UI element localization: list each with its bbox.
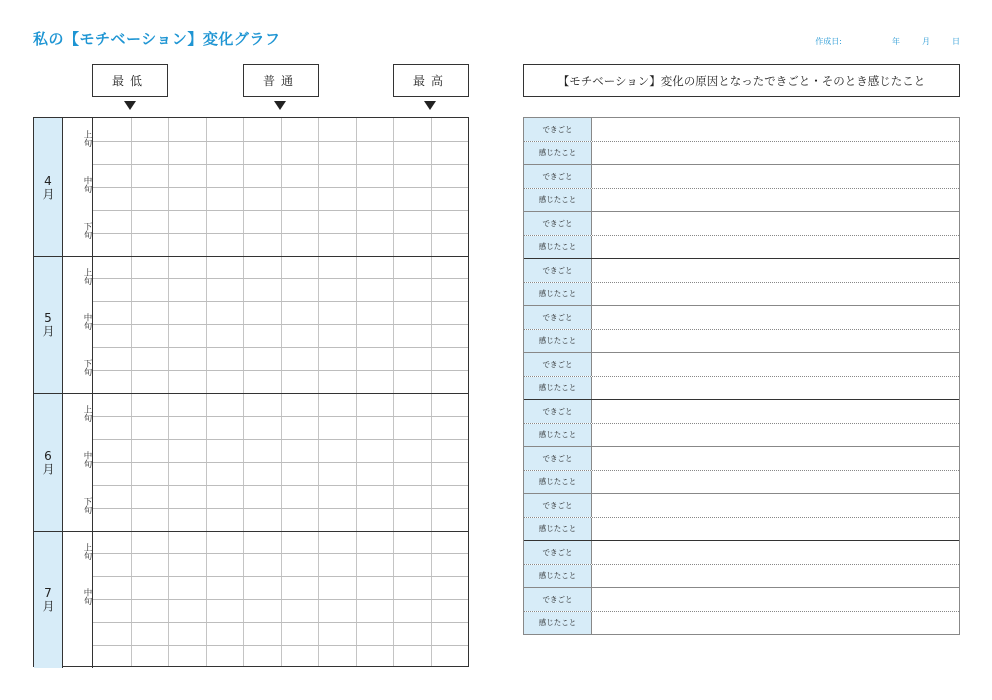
event-label: できごと bbox=[524, 306, 592, 329]
grid-column-line bbox=[318, 118, 319, 666]
feeling-row bbox=[524, 283, 959, 306]
feeling-label: 感じたこと bbox=[524, 612, 592, 635]
cause-entry bbox=[524, 540, 959, 587]
month-label: 6月 bbox=[34, 393, 63, 531]
event-input[interactable] bbox=[592, 494, 959, 517]
day-unit: 日 bbox=[952, 37, 960, 46]
period-label: 上旬 bbox=[82, 130, 92, 147]
period-column bbox=[63, 256, 93, 394]
grid-column-line bbox=[243, 118, 244, 666]
grid-row-line bbox=[93, 576, 468, 577]
period-label: 中旬 bbox=[82, 450, 92, 468]
grid-row-line bbox=[93, 622, 468, 623]
feeling-label: 感じたこと bbox=[524, 565, 592, 588]
cause-table bbox=[523, 117, 960, 635]
event-input[interactable] bbox=[592, 306, 959, 329]
period-label: 下旬 bbox=[82, 359, 92, 377]
period-column bbox=[63, 531, 93, 669]
event-row bbox=[524, 400, 959, 424]
cause-entry bbox=[524, 399, 959, 446]
arrow-down-icon bbox=[424, 101, 436, 110]
feeling-label: 感じたこと bbox=[524, 518, 592, 541]
grid-row-line bbox=[93, 210, 468, 211]
grid-row-line bbox=[93, 278, 468, 279]
grid-row-line bbox=[93, 164, 468, 165]
feeling-input[interactable] bbox=[592, 612, 959, 635]
period-label: 下旬 bbox=[82, 496, 92, 514]
level-lowest: 最低 bbox=[92, 64, 168, 97]
period-column bbox=[63, 393, 93, 531]
event-label: できごと bbox=[524, 494, 592, 517]
event-input[interactable] bbox=[592, 165, 959, 188]
feeling-input[interactable] bbox=[592, 518, 959, 541]
feeling-label: 感じたこと bbox=[524, 330, 592, 353]
event-input[interactable] bbox=[592, 588, 959, 611]
event-input[interactable] bbox=[592, 400, 959, 423]
grid-row-line bbox=[93, 301, 468, 302]
grid-column-line bbox=[431, 118, 432, 666]
cause-entry bbox=[524, 211, 959, 258]
feeling-input[interactable] bbox=[592, 377, 959, 400]
event-input[interactable] bbox=[592, 259, 959, 282]
level-highest: 最高 bbox=[393, 64, 469, 97]
month-unit: 月 bbox=[922, 37, 930, 46]
feeling-label: 感じたこと bbox=[524, 471, 592, 494]
event-row bbox=[524, 588, 959, 612]
month-divider bbox=[34, 393, 468, 394]
grid-row-line bbox=[93, 370, 468, 371]
feeling-row bbox=[524, 565, 959, 588]
event-row bbox=[524, 353, 959, 377]
arrow-down-icon bbox=[124, 101, 136, 110]
feeling-input[interactable] bbox=[592, 330, 959, 353]
event-row bbox=[524, 118, 959, 142]
event-row bbox=[524, 212, 959, 236]
period-label: 中旬 bbox=[82, 313, 92, 331]
event-row bbox=[524, 306, 959, 330]
grid-row-line bbox=[93, 141, 468, 142]
period-label: 下旬 bbox=[82, 221, 92, 239]
feeling-input[interactable] bbox=[592, 424, 959, 447]
event-label: できごと bbox=[524, 541, 592, 564]
feeling-label: 感じたこと bbox=[524, 283, 592, 306]
event-label: できごと bbox=[524, 353, 592, 376]
grid-row-line bbox=[93, 508, 468, 509]
event-label: できごと bbox=[524, 588, 592, 611]
grid-column-line bbox=[393, 118, 394, 666]
feeling-row bbox=[524, 471, 959, 494]
cause-entry bbox=[524, 118, 959, 164]
event-row bbox=[524, 447, 959, 471]
feeling-row bbox=[524, 612, 959, 635]
feeling-row bbox=[524, 330, 959, 353]
month-label: 4月 bbox=[34, 118, 63, 256]
event-input[interactable] bbox=[592, 212, 959, 235]
feeling-input[interactable] bbox=[592, 471, 959, 494]
event-label: できごと bbox=[524, 400, 592, 423]
grid-row-line bbox=[93, 233, 468, 234]
feeling-row bbox=[524, 142, 959, 165]
month-divider bbox=[34, 256, 468, 257]
event-label: できごと bbox=[524, 118, 592, 141]
grid-row-line bbox=[93, 645, 468, 646]
feeling-row bbox=[524, 236, 959, 259]
arrow-down-icon bbox=[274, 101, 286, 110]
event-input[interactable] bbox=[592, 353, 959, 376]
feeling-input[interactable] bbox=[592, 565, 959, 588]
period-label: 中旬 bbox=[82, 588, 92, 606]
month-label: 5月 bbox=[34, 256, 63, 394]
event-input[interactable] bbox=[592, 118, 959, 141]
feeling-label: 感じたこと bbox=[524, 189, 592, 212]
year-unit: 年 bbox=[892, 37, 900, 46]
page-title: 私の【モチベーション】変化グラフ bbox=[33, 30, 281, 48]
period-label: 上旬 bbox=[82, 405, 92, 422]
feeling-input[interactable] bbox=[592, 283, 959, 306]
feeling-label: 感じたこと bbox=[524, 424, 592, 447]
event-row bbox=[524, 494, 959, 518]
grid-row-line bbox=[93, 347, 468, 348]
feeling-input[interactable] bbox=[592, 142, 959, 165]
cause-entry bbox=[524, 493, 959, 540]
grid-row-line bbox=[93, 462, 468, 463]
event-row bbox=[524, 165, 959, 189]
level-normal: 普通 bbox=[243, 64, 319, 97]
feeling-row bbox=[524, 424, 959, 447]
grid-row-line bbox=[93, 599, 468, 600]
cause-entry bbox=[524, 446, 959, 493]
period-label: 中旬 bbox=[82, 175, 92, 193]
motivation-graph-grid[interactable] bbox=[33, 117, 469, 667]
grid-column-line bbox=[168, 118, 169, 666]
grid-column-line bbox=[131, 118, 132, 666]
grid-column-line bbox=[206, 118, 207, 666]
feeling-input[interactable] bbox=[592, 236, 959, 259]
feeling-row bbox=[524, 377, 959, 400]
date-label: 作成日: bbox=[815, 37, 842, 46]
cause-entry bbox=[524, 305, 959, 352]
cause-entry bbox=[524, 352, 959, 399]
feeling-input[interactable] bbox=[592, 189, 959, 212]
grid-row-line bbox=[93, 553, 468, 554]
feeling-label: 感じたこと bbox=[524, 236, 592, 259]
event-label: できごと bbox=[524, 447, 592, 470]
grid-row-line bbox=[93, 324, 468, 325]
grid-row-line bbox=[93, 485, 468, 486]
grid-row-line bbox=[93, 187, 468, 188]
feeling-label: 感じたこと bbox=[524, 142, 592, 165]
event-row bbox=[524, 541, 959, 565]
cause-table-header: 【モチベーション】変化の原因となったできごと・そのとき感じたこと bbox=[523, 64, 960, 97]
event-row bbox=[524, 259, 959, 283]
month-label: 7月 bbox=[34, 531, 63, 669]
feeling-row bbox=[524, 189, 959, 212]
cause-entry bbox=[524, 164, 959, 211]
period-label: 上旬 bbox=[82, 267, 92, 285]
period-column bbox=[63, 118, 93, 256]
grid-row-line bbox=[93, 439, 468, 440]
creation-date bbox=[815, 36, 960, 47]
event-label: できごと bbox=[524, 165, 592, 188]
grid-column-line bbox=[281, 118, 282, 666]
cause-entry bbox=[524, 587, 959, 634]
event-input[interactable] bbox=[592, 541, 959, 564]
event-input[interactable] bbox=[592, 447, 959, 470]
period-label: 上旬 bbox=[82, 542, 92, 560]
event-label: できごと bbox=[524, 259, 592, 282]
month-divider bbox=[34, 531, 468, 532]
grid-column-line bbox=[356, 118, 357, 666]
grid-row-line bbox=[93, 416, 468, 417]
feeling-row bbox=[524, 518, 959, 541]
event-label: できごと bbox=[524, 212, 592, 235]
cause-entry bbox=[524, 258, 959, 305]
feeling-label: 感じたこと bbox=[524, 377, 592, 400]
